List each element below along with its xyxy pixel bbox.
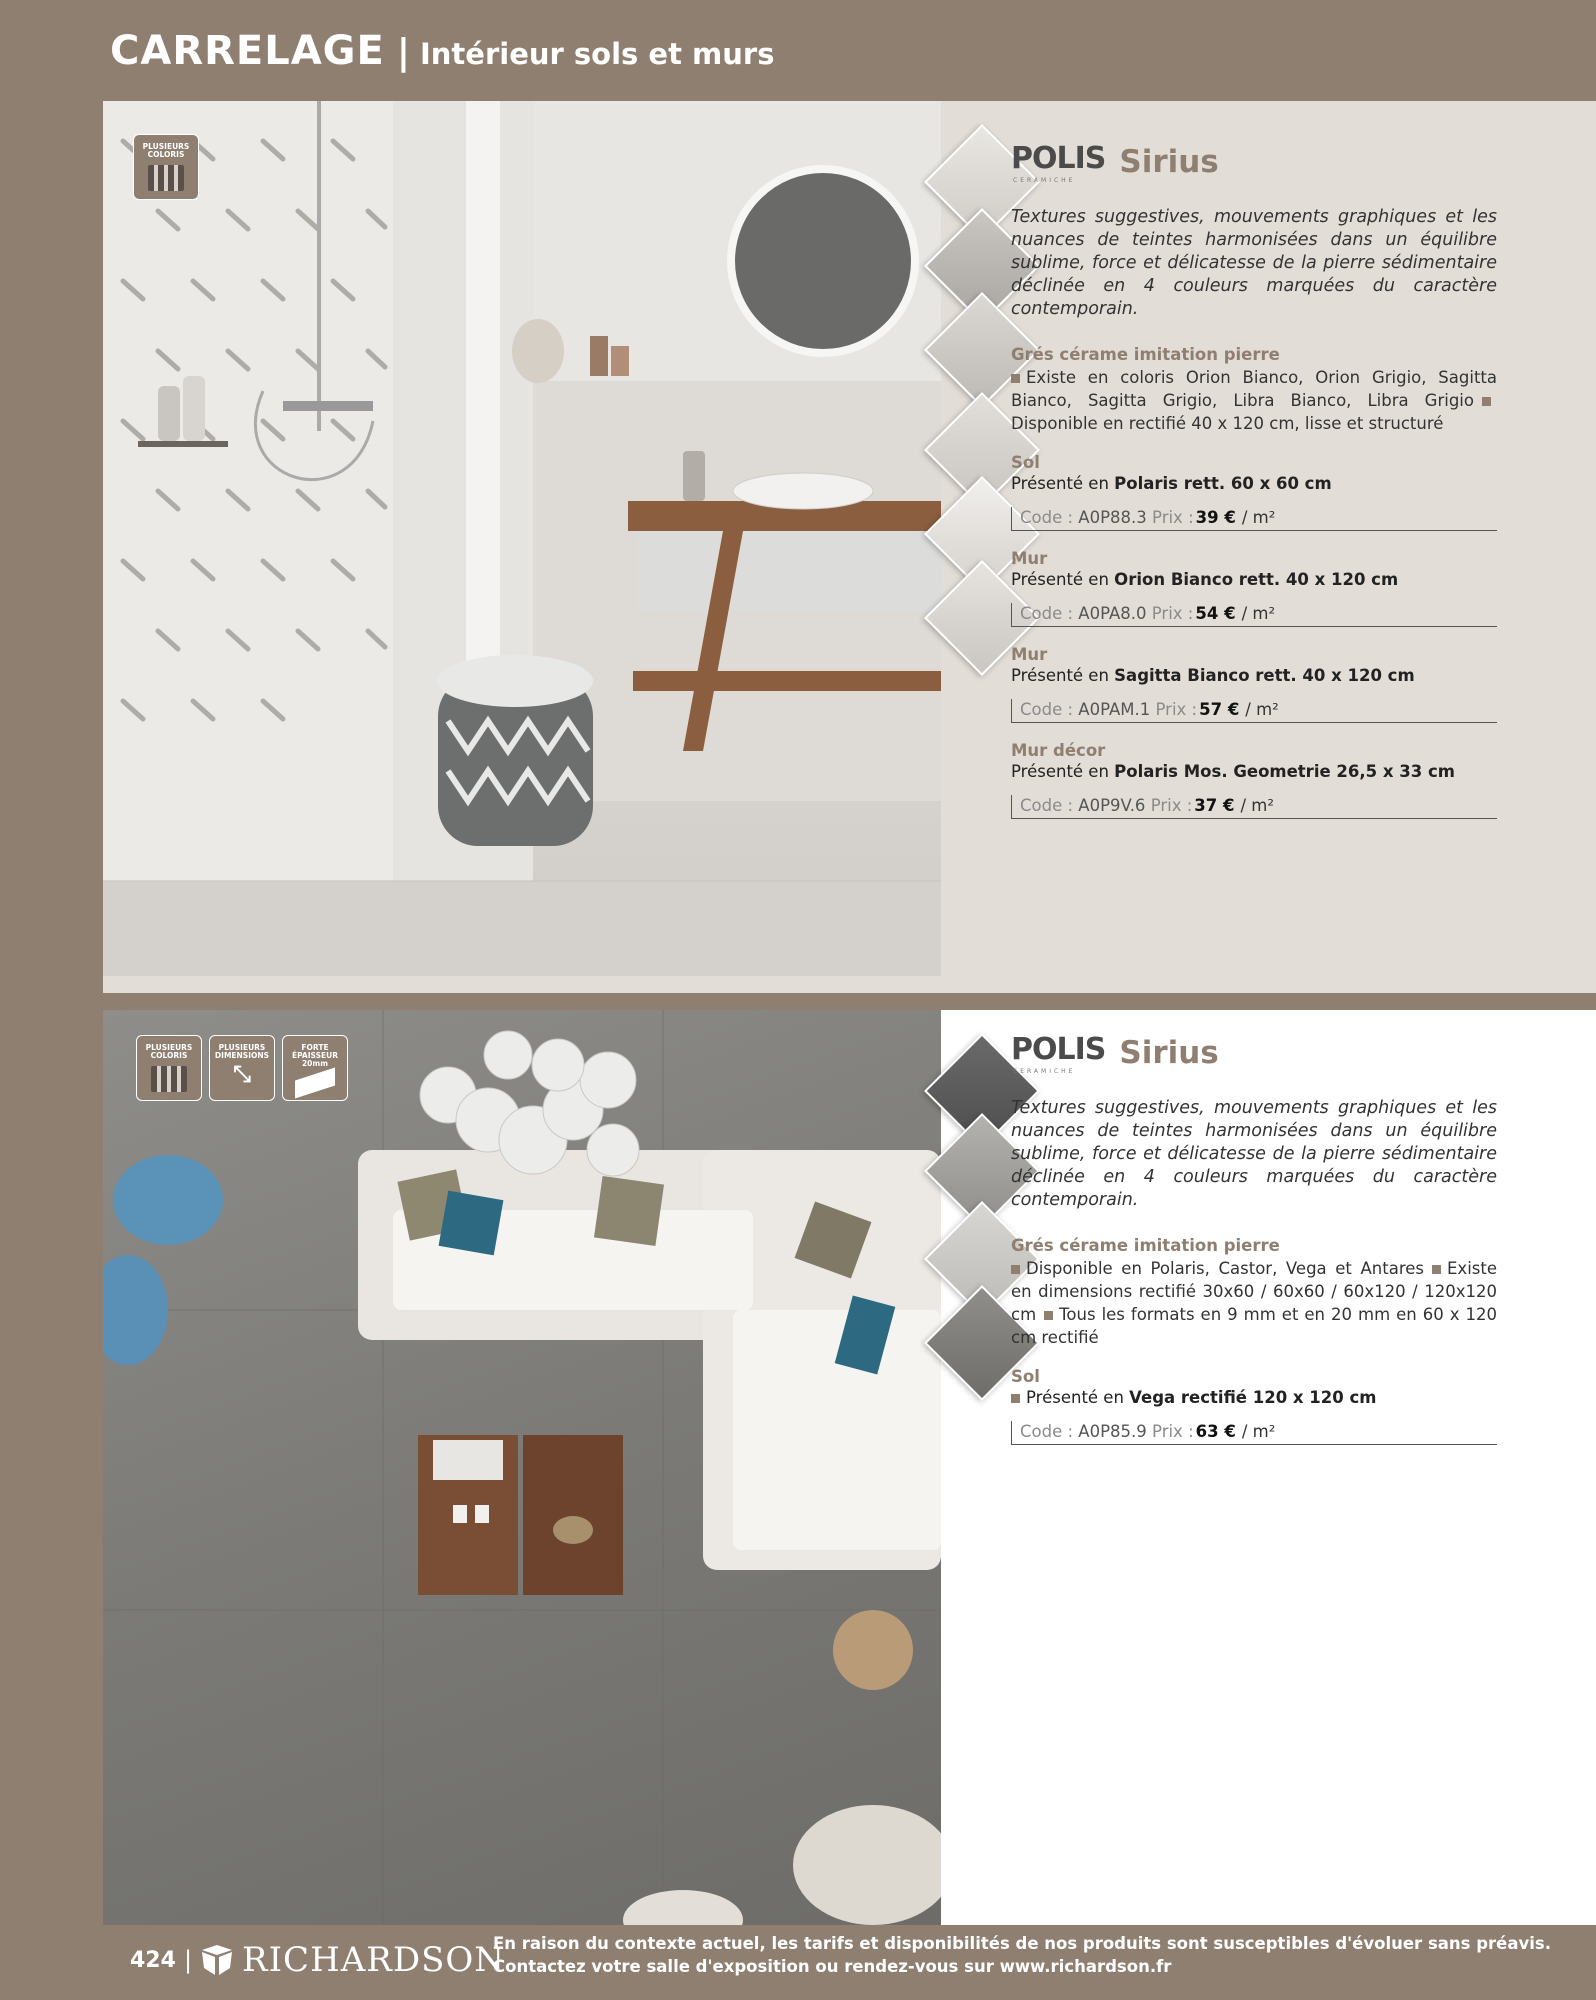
- material-title: Grés cérame imitation pierre: [1011, 345, 1280, 364]
- material-title: Grés cérame imitation pierre: [1011, 1236, 1280, 1255]
- badge-plusieurs-coloris: PLUSIEURS COLORIS: [136, 1035, 202, 1101]
- page-footer: [130, 1940, 505, 1980]
- richardson-logo-text: RICHARDSON: [242, 1940, 506, 1980]
- page-subtitle: Intérieur sols et murs: [420, 37, 775, 71]
- brand-row: [1011, 141, 1497, 182]
- product-name: Sirius: [1119, 143, 1219, 180]
- item-sol: Sol Présenté en Polaris rett. 60 x 60 cm Code : A0P88.3 Prix : 39 € / m²: [1011, 453, 1497, 531]
- bullet-square-icon: [1044, 1311, 1053, 1320]
- footer-notice: En raison du contexte actuel, les tarifs et disponibilités de nos produits sont susceptibles d'évoluer sans préavis. Contactez votre salle d'exposition ou rendez-vous sur www.richardson.fr: [493, 1934, 1551, 1976]
- page-header: [110, 28, 774, 74]
- material-text: Disponible en Polaris, Castor, Vega et Antares Existe en dimensions rectifié 30x60 / 60x60 / 60x120 / 120x120 cm Tous les formats en 9 mm et en 20 mm en 60 x 120 cm rectifié: [1011, 1259, 1497, 1347]
- code-price-line: Code : A0PAM.1 Prix : 57 € / m²: [1011, 699, 1497, 723]
- code-price-line: Code : A0P85.9 Prix : 63 € / m²: [1011, 1421, 1497, 1445]
- badge-plusieurs-dimensions: PLUSIEURS DIMENSIONS ⤡: [209, 1035, 275, 1101]
- top-product-info: [1011, 141, 1497, 837]
- polis-logo: POLIS CERAMICHE: [1011, 1032, 1106, 1075]
- badge-forte-epaisseur: FORTE ÉPAISSEUR 20mm: [282, 1035, 348, 1101]
- bullet-square-icon: [1432, 1265, 1441, 1274]
- product-name: Sirius: [1119, 1034, 1219, 1071]
- color-grid-icon: [151, 1066, 187, 1092]
- code-price-line: Code : A0P88.3 Prix : 39 € / m²: [1011, 507, 1497, 531]
- bathroom-photo: [103, 101, 941, 976]
- page-number: 424: [130, 1947, 176, 1973]
- bottom-product-panel: [103, 1010, 1596, 1925]
- brand-row: [1011, 1032, 1497, 1073]
- code-price-line: Code : A0P9V.6 Prix : 37 € / m²: [1011, 795, 1497, 819]
- badge-plusieurs-coloris: PLUSIEURS COLORIS: [133, 134, 199, 200]
- bullet-square-icon: [1011, 374, 1020, 383]
- bullet-square-icon: [1011, 1265, 1020, 1274]
- item-mur-decor: Mur décor Présenté en Polaris Mos. Geometrie 26,5 x 33 cm Code : A0P9V.6 Prix : 37 € / m²: [1011, 741, 1497, 819]
- richardson-logo-icon: [200, 1944, 234, 1976]
- item-sol: Sol Présenté en Vega rectifié 120 x 120 cm Code : A0P85.9 Prix : 63 € / m²: [1011, 1367, 1497, 1445]
- page-title: CARRELAGE: [110, 28, 385, 74]
- bathroom-illustration: [103, 101, 941, 976]
- bullet-square-icon: [1011, 1394, 1020, 1403]
- polis-logo: POLIS CERAMICHE: [1011, 141, 1106, 184]
- living-room-illustration: [103, 1010, 941, 1925]
- header-separator: |: [396, 32, 410, 73]
- material-text: Existe en coloris Orion Bianco, Orion Grigio, Sagitta Bianco, Sagitta Grigio, Libra Bianco, Libra GrigioDisponible en rectifié 40 x 120 cm, lisse et structuré: [1011, 368, 1497, 433]
- footer-separator: |: [183, 1946, 193, 1974]
- material-section: [1011, 345, 1497, 435]
- item-mur-2: Mur Présenté en Sagitta Bianco rett. 40 x 120 cm Code : A0PAM.1 Prix : 57 € / m²: [1011, 645, 1497, 723]
- material-section: [1011, 1236, 1497, 1349]
- code-price-line: Code : A0PA8.0 Prix : 54 € / m²: [1011, 603, 1497, 627]
- dimensions-arrows-icon: ⤡: [233, 1062, 251, 1087]
- bullet-square-icon: [1482, 397, 1491, 406]
- product-description: Textures suggestives, mouvements graphiques et les nuances de teintes harmonisées dans un équilibre sublime, force et délicatesse de la pierre sédimentaire déclinée en 4 couleurs marquées du caractère contemporain.: [1011, 207, 1497, 319]
- bottom-product-info: [1011, 1032, 1497, 1463]
- top-product-panel: [103, 101, 1596, 993]
- item-mur-1: Mur Présenté en Orion Bianco rett. 40 x 120 cm Code : A0PA8.0 Prix : 54 € / m²: [1011, 549, 1497, 627]
- product-description: Textures suggestives, mouvements graphiques et les nuances de teintes harmonisées dans un équilibre sublime, force et délicatesse de la pierre sédimentaire déclinée en 4 couleurs marquées du caractère contemporain.: [1011, 1098, 1497, 1210]
- living-room-photo: [103, 1010, 941, 1925]
- color-grid-icon: [148, 165, 184, 191]
- thickness-slab-icon: [295, 1068, 335, 1099]
